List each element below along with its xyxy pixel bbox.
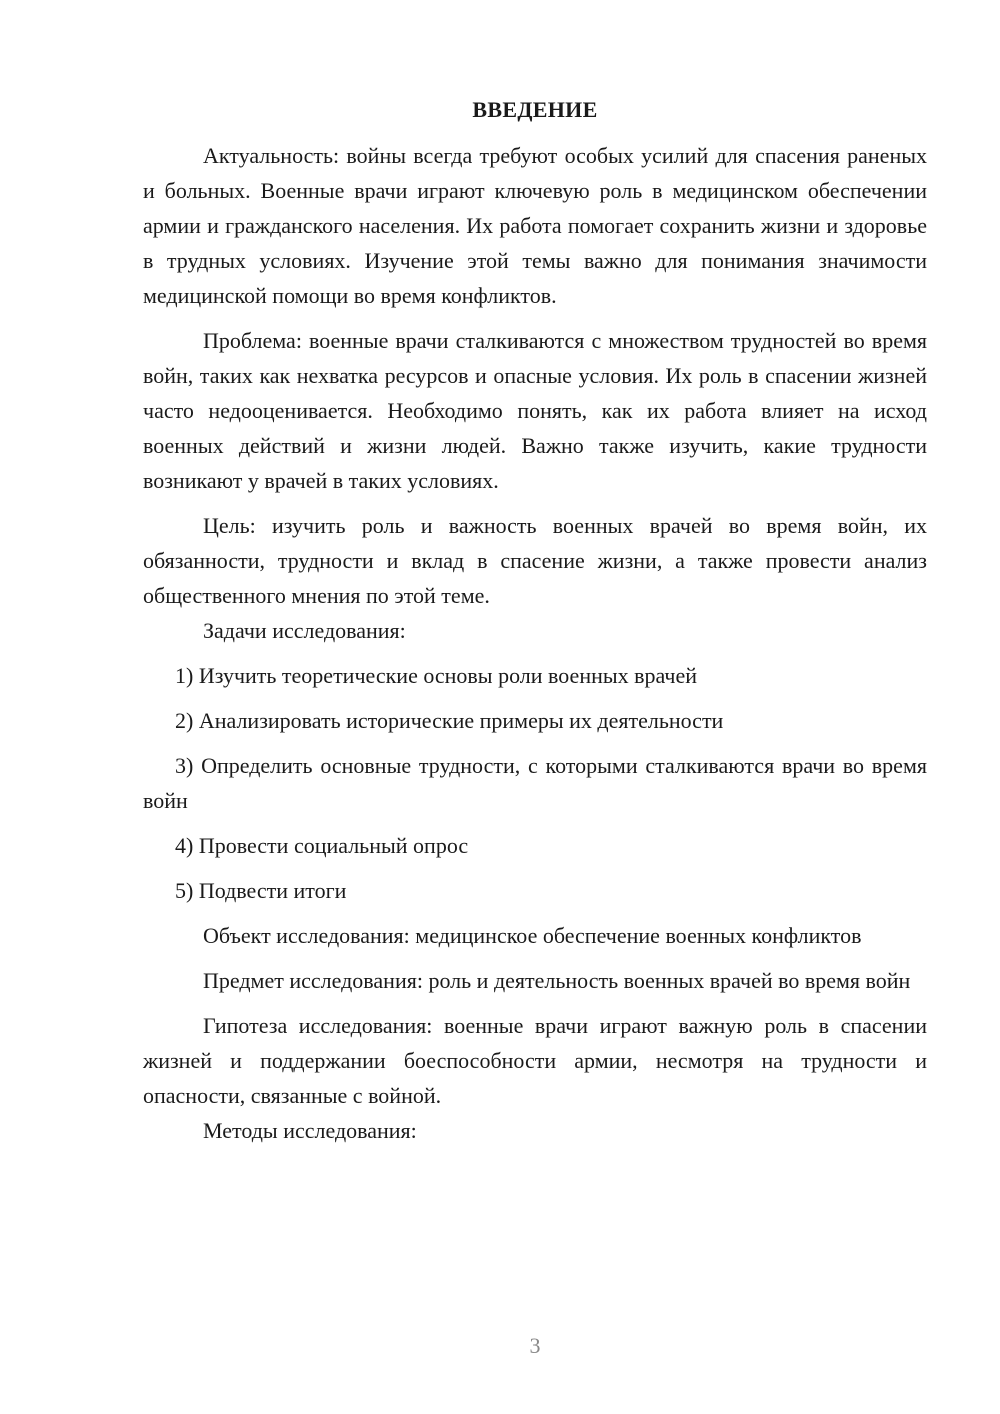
page-number: 3: [529, 1333, 541, 1358]
methods-title: Методы исследования:: [203, 1118, 417, 1143]
document-page: [143, 92, 927, 1148]
tasks-title: Задачи исследования:: [203, 618, 406, 643]
task-item-1: 1) Изучить теоретические основы роли военных врачей: [175, 663, 698, 688]
task-item-4: 4) Провести социальный опрос: [175, 833, 469, 858]
section-heading: ВВЕДЕНИЕ: [472, 97, 598, 122]
object-paragraph: Объект исследования: медицинское обеспечение военных конфликтов: [203, 923, 862, 948]
task-item-2: 2) Анализировать исторические примеры их деятельности: [175, 708, 724, 733]
task-item-3: 3) Определить основные трудности, с которыми сталкиваются врачи во время войн: [143, 753, 927, 813]
relevance-paragraph: Актуальность: войны всегда требуют особых усилий для спасения раненых и больных. Военные врачи играют ключевую роль в медицинском обеспечении армии и гражданского населения. Их работа помогает сохранить жизни и здоровье в трудных условиях. Изучение этой темы важно для понимания значимости медицинской помощи во время конфликтов.: [143, 143, 927, 308]
hypothesis-paragraph: Гипотеза исследования: военные врачи играют важную роль в спасении жизней и поддержании боеспособности армии, несмотря на трудности и опасности, связанные с войной.: [143, 1013, 927, 1108]
goal-paragraph: Цель: изучить роль и важность военных врачей во время войн, их обязанности, трудности и вклад в спасение жизни, а также провести анализ общественного мнения по этой теме.: [143, 513, 927, 608]
problem-paragraph: Проблема: военные врачи сталкиваются с множеством трудностей во время войн, таких как нехватка ресурсов и опасные условия. Их роль в спасении жизней часто недооценивается. Необходимо понять, как их работа влияет на исход военных действий и жизни людей. Важно также изучить, какие трудности возникают у врачей в таких условиях.: [143, 328, 927, 493]
subject-paragraph: Предмет исследования: роль и деятельность военных врачей во время войн: [203, 968, 911, 993]
task-item-5: 5) Подвести итоги: [175, 878, 347, 903]
